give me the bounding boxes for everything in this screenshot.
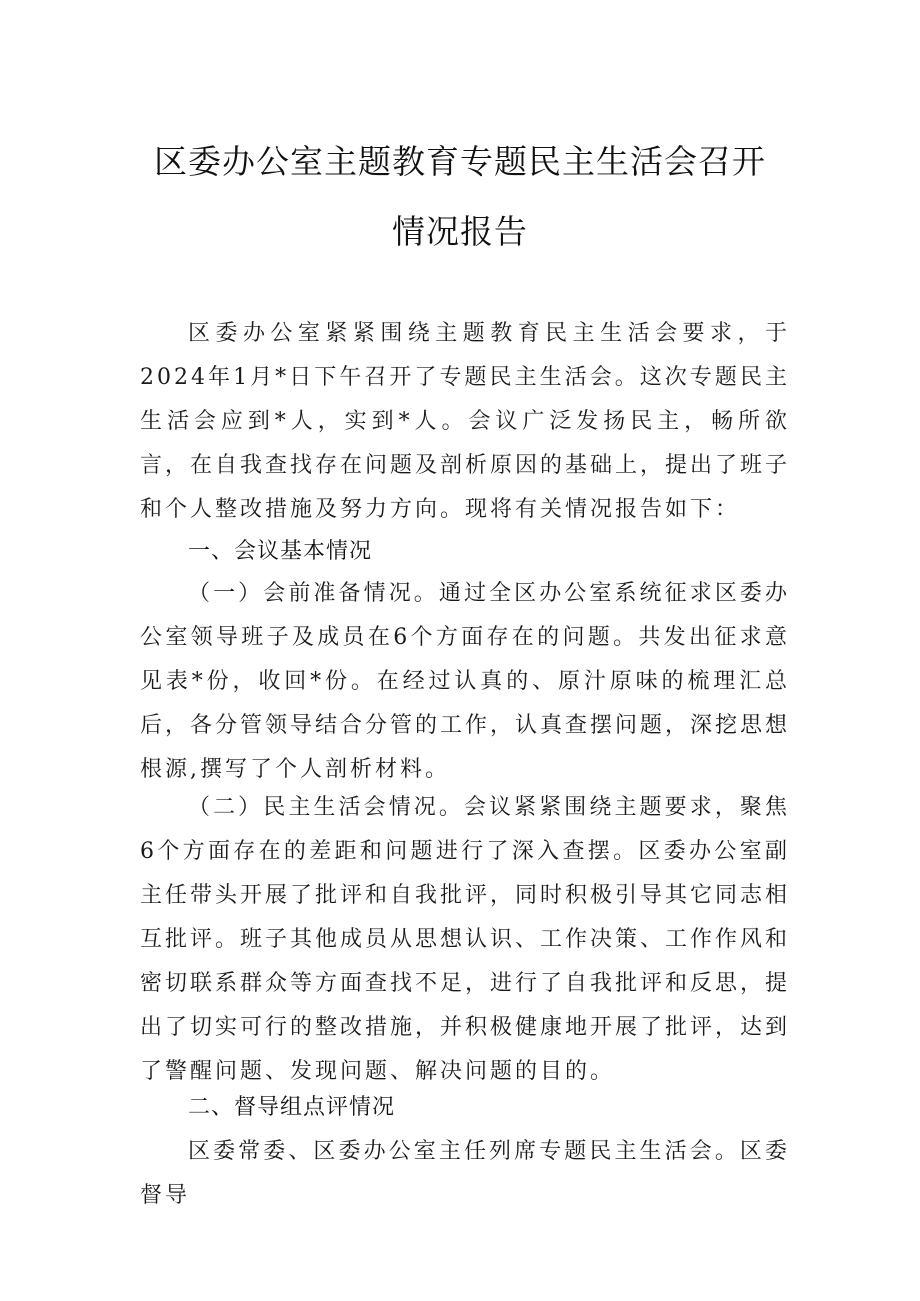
intro-paragraph: 区委办公室紧紧围绕主题教育民主生活会要求，于2024年1月*日下午召开了专题民主生活会。这次专题民主生活会应到*人，实到*人。会议广泛发扬民主，畅所欲言，在自我查找存在问题及剖析原因的基础上，提出了班子和个人整改措施及努力方向。现将有关情况报告如下： — [140, 321, 791, 522]
document-title-line1: 区委办公室主题教育专题民主生活会召开 — [154, 142, 766, 181]
section1-paragraph-preparation: （一）会前准备情况。通过全区办公室系统征求区委办公室领导班子及成员在6个方面存在的问题。共发出征求意见表*份，收回*份。在经过认真的、原汁原味的梳理汇总后，各分管领导结合分管的工作，认真查摆问题，深挖思想根源,撰写了个人剖析材料。 — [140, 581, 791, 782]
section2-paragraph: 区委常委、区委办公室主任列席专题民主生活会。区委督导 — [140, 1139, 790, 1208]
section1-heading: 一、会议基本情况 — [188, 539, 373, 564]
document-title-line2: 情况报告 — [392, 212, 528, 251]
section2-heading: 二、督导组点评情况 — [188, 1095, 396, 1120]
section1-paragraph-meeting: （二）民主生活会情况。会议紧紧围绕主题要求，聚焦6个方面存在的差距和问题进行了深入查摆。区委办公室副主任带头开展了批评和自我批评，同时积极引导其它同志相互批评。班子其他成员从思想认识、工作决策、工作作风和密切联系群众等方面查找不足，进行了自我批评和反思，提出了切实可行的整改措施，并积极健康地开展了批评，达到了警醒问题、发现问题、解决问题的目的。 — [140, 795, 791, 1084]
